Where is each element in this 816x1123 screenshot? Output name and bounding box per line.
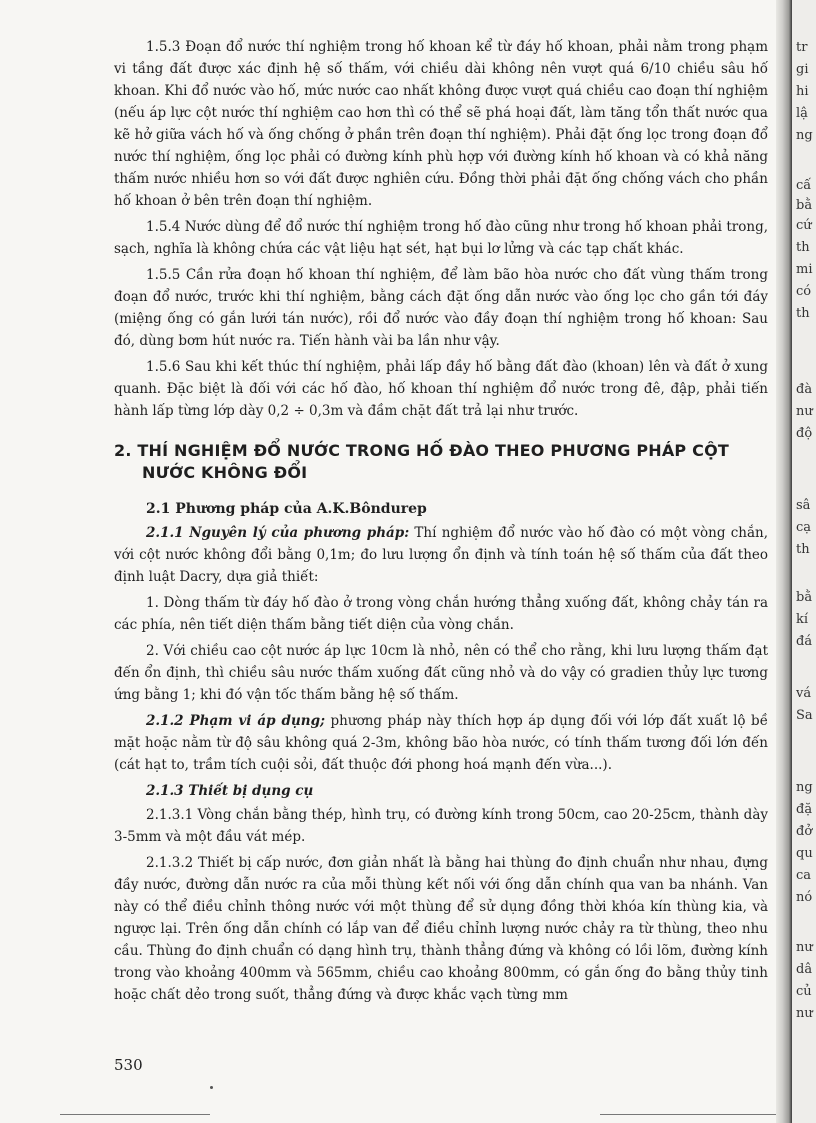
facing-page-fragment: ng: [796, 128, 813, 143]
paragraph-1-5-3: 1.5.3 Đoạn đổ nước thí nghiệm trong hố khoan kể từ đáy hố khoan, phải nằm trong phạm vi tầng đất được xác định hệ số thấm, với chiều dài không nên vượt quá 6/10 chiều sâu hố khoan. Khi đổ nước vào hố, mức nước cao nhất không được vượt quá chiều cao đoạn thí nghiệm (nếu áp lực cột nước thí nghiệm cao hơn thì có thể sẽ phá hoại đất, làm tăng tổn thất nước qua kẽ hở giữa vách hố và ống chống ở phần trên đoạn thí nghiệm). Phải đặt ống lọc trong đoạn đổ nước thí nghiệm, ống lọc phải có đường kính phù hợp với đường kính hố khoan và có khả năng thấm nước nhiều hơn so với đất được nghiên cứu. Đồng thời phải đặt ống chống vách cho phần hố khoan ở bên trên đoạn thí nghiệm.: [114, 39, 768, 209]
facing-page-fragment: lậ: [796, 106, 808, 121]
facing-page-fragment: vá: [796, 686, 812, 701]
facing-page-fragment: cạ: [796, 520, 812, 535]
facing-page-fragment: tr: [796, 40, 808, 55]
facing-page-fragment: cấ: [796, 178, 812, 193]
facing-page-fragment: bằ: [796, 198, 813, 213]
facing-page-fragment: th: [796, 542, 810, 557]
facing-page-fragment: cứ: [796, 218, 812, 233]
facing-page-fragment: ca: [796, 868, 812, 883]
facing-page-fragment: củ: [796, 984, 812, 999]
facing-page-fragment: đá: [796, 634, 813, 649]
facing-page-fragment: đà: [796, 382, 813, 397]
facing-page-fragment: kí: [796, 612, 809, 627]
page-content: [114, 36, 768, 1010]
facing-page-fragment: ng: [796, 780, 813, 795]
bottom-rule-left: [60, 1114, 210, 1115]
paragraph-2-1-1-lead: 2.1.1 Nguyên lý của phương pháp:: [146, 525, 410, 541]
facing-page-fragment: đở: [796, 824, 813, 839]
facing-page-fragment: nó: [796, 890, 813, 905]
assumption-2: 2. Với chiều cao cột nước áp lực 10cm là nhỏ, nên có thể cho rằng, khi lưu lượng thấm đạt đến ổn định, thì chiều sâu nước thấm xuống đất cũng nhỏ và do vậy có gradien thủy lực tương ứng bằng 1; khi đó vận tốc thấm bằng hệ số thấm.: [114, 643, 768, 703]
paragraph-2-1-3-1: 2.1.3.1 Vòng chắn bằng thép, hình trụ, có đường kính trong 50cm, cao 20-25cm, thành dày 3-5mm và một đầu vát mép.: [114, 807, 768, 845]
facing-page-fragment: gi: [796, 62, 809, 77]
facing-page-edge: [792, 0, 816, 1123]
assumption-1: 1. Dòng thấm từ đáy hố đào ở trong vòng chắn hướng thẳng xuống đất, không chảy tán ra các phía, nên tiết diện thấm bằng tiết diện của vòng chắn.: [114, 595, 768, 633]
facing-page-fragment: dâ: [796, 962, 813, 977]
paragraph-2-1-2-lead: 2.1.2 Phạm vi áp dụng;: [146, 713, 325, 729]
facing-page-fragment: th: [796, 240, 810, 255]
facing-page-fragment: nư: [796, 1006, 813, 1021]
facing-page-fragment: độ: [796, 426, 813, 441]
heading-2-1-3: 2.1.3 Thiết bị dụng cụ: [146, 783, 314, 799]
book-spine-shadow: [776, 0, 792, 1123]
facing-page-fragment: bằ: [796, 590, 813, 605]
facing-page-fragment: sâ: [796, 498, 811, 513]
facing-page-fragment: có: [796, 284, 812, 299]
facing-page-fragment: th: [796, 306, 810, 321]
speck: [210, 1086, 213, 1089]
paragraph-2-1-2: [114, 710, 768, 776]
facing-page-fragment: hi: [796, 84, 809, 99]
paragraph-2-1-2-text: phương pháp này thích hợp áp dụng đối với lớp đất xuất lộ bề mặt hoặc nằm từ độ sâu không quá 2-3m, không bão hòa nước, có tính thấm tương đối lớn đến (cát hạt to, trầm tích cuội sỏi, đất thuộc đới phong hoá mạnh đến vừa...).: [114, 713, 768, 773]
facing-page-fragment: nư: [796, 940, 813, 955]
bottom-rule-right: [600, 1114, 780, 1115]
facing-page-fragment: qu: [796, 846, 813, 861]
paragraph-1-5-6: 1.5.6 Sau khi kết thúc thí nghiệm, phải lấp đầy hố bằng đất đào (khoan) lên và đất ở xung quanh. Đặc biệt là đối với các hố đào, hố khoan thí nghiệm đổ nước trong đê, đập, phải tiến hành lấp từng lớp dày 0,2 ÷ 0,3m và đầm chặt đất trả lại như trước.: [114, 359, 768, 419]
facing-page-fragment: nư: [796, 404, 813, 419]
facing-page-fragment: đặ: [796, 802, 813, 817]
subsection-heading: 2.1 Phương pháp của A.K.Bôndurep: [146, 501, 427, 517]
page-number: 530: [114, 1056, 143, 1074]
facing-page-fragment: mi: [796, 262, 813, 277]
paragraph-2-1-1: [114, 522, 768, 588]
paragraph-2-1-1-text: Thí nghiệm đổ nước vào hố đào có một vòng chắn, với cột nước không đổi bằng 0,1m; đo lưu lượng ổn định và tính toán hệ số thấm của đất theo định luật Dacry, dựa giả thiết:: [114, 525, 768, 585]
paragraph-2-1-3-2: 2.1.3.2 Thiết bị cấp nước, đơn giản nhất là bằng hai thùng đo định chuẩn như nhau, đựng đầy nước, đường dẫn nước ra của mỗi thùng kết nối với ống dẫn chính qua van ba nhánh. Van này có thể điều chỉnh thông nước với một thùng để sử dụng đồng thời khóa kín thùng kia, và ngược lại. Trên ống dẫn chính có lắp van để điều chỉnh lượng nước chảy ra từ thùng, theo nhu cầu. Thùng đo định chuẩn có dạng hình trụ, thành thẳng đứng và không có lồi lõm, đường kính trong vào khoảng 400mm và 565mm, chiều cao khoảng 800mm, có gắn ống đo bằng thủy tinh hoặc chất dẻo trong suốt, thẳng đứng và được khắc vạch từng mm: [114, 855, 768, 1003]
paragraph-1-5-4: 1.5.4 Nước dùng để đổ nước thí nghiệm trong hố đào cũng như trong hố khoan phải trong, sạch, nghĩa là không chứa các vật liệu hạt sét, hạt bụi lơ lửng và các tạp chất khác.: [114, 219, 768, 257]
section-heading: 2. THÍ NGHIỆM ĐỔ NƯỚC TRONG HỐ ĐÀO THEO PHƯƠNG PHÁP CỘT NƯỚC KHÔNG ĐỔI: [114, 441, 729, 482]
paragraph-1-5-5: 1.5.5 Cần rửa đoạn hố khoan thí nghiệm, để làm bão hòa nước cho đất vùng thấm trong đoạn đổ nước, trước khi thí nghiệm, bằng cách đặt ống dẫn nước vào ống lọc cho gần tới đáy (miệng ống có gắn lưới tán nước), rồi đổ nước vào đầy đoạn thí nghiệm trong hố khoan: Sau đó, dùng bơm hút nước ra. Tiến hành vài ba lần như vậy.: [114, 267, 768, 349]
facing-page-fragment: Sa: [796, 708, 813, 723]
